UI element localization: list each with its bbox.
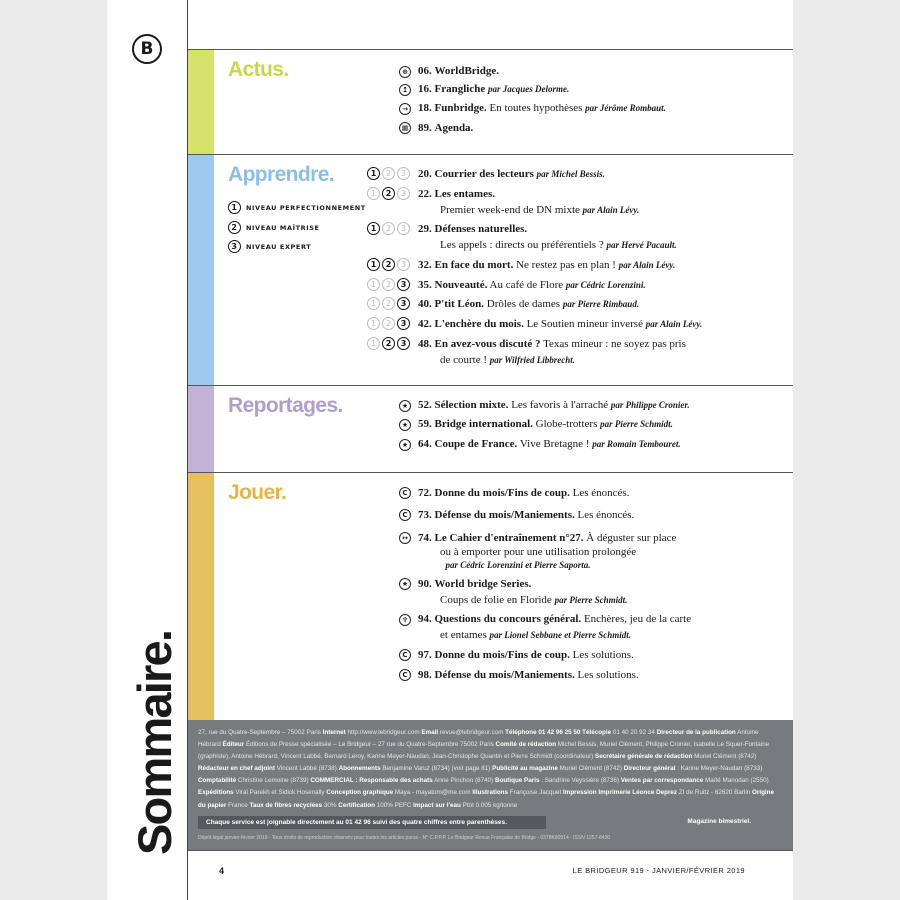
actus-color-band bbox=[188, 50, 214, 154]
level-legend-2: 2 NIVEAU MAÎTRISE bbox=[228, 221, 320, 234]
star-icon: ★ bbox=[399, 578, 411, 590]
issue-label: LE BRIDGEUR 919 - JANVIER/FÉVRIER 2019 bbox=[572, 866, 745, 875]
section-title-actus: Actus. bbox=[228, 58, 289, 81]
service-phone-note: Chaque service est joignable directement au 01 42 96 suivi des quatre chiffres entre parenthèses. bbox=[198, 816, 546, 829]
section-title-reportages: Reportages. bbox=[228, 394, 343, 417]
level-indicator: 1 2 3 bbox=[367, 337, 410, 350]
top-strip bbox=[188, 0, 793, 49]
reportages-color-band bbox=[188, 386, 214, 472]
c-icon: C bbox=[399, 487, 411, 499]
c-icon: C bbox=[399, 649, 411, 661]
apprendre-color-band bbox=[188, 155, 214, 385]
toc-entry[interactable]: 22. Les entames. Premier week-end de DN mixte par Alain Lévy. bbox=[418, 188, 640, 216]
toc-entry[interactable]: 64. Coupe de France. Vive Bretagne ! par Romain Tembouret. bbox=[418, 438, 681, 450]
periodicity-note: Magazine bimestriel. bbox=[687, 818, 751, 825]
toc-entry[interactable]: 90. World bridge Series. Coups de folie en Floride par Pierre Schmidt. bbox=[418, 578, 628, 606]
toc-entry[interactable]: 73. Défense du mois/Maniements. Les énoncés. bbox=[418, 509, 635, 521]
level-indicator: 1 2 3 bbox=[367, 297, 410, 310]
toc-entry[interactable]: 40. P'tit Léon. Drôles de dames par Pierre Rimbaud. bbox=[418, 298, 640, 310]
trophy-icon: ♆ bbox=[399, 614, 411, 626]
section-jouer bbox=[188, 472, 793, 720]
toc-entry[interactable]: 20. Courrier des lecteurs par Michel Bessis. bbox=[418, 168, 605, 180]
c-icon: C bbox=[399, 509, 411, 521]
level-indicator: 1 2 3 bbox=[367, 222, 410, 235]
toc-entry[interactable]: 72. Donne du mois/Fins de coup. Les énoncés. bbox=[418, 487, 630, 499]
toc-entry[interactable]: 89. Agenda. bbox=[418, 122, 474, 134]
toc-entry[interactable]: 52. Sélection mixte. Les favoris à l'arraché par Philippe Cronier. bbox=[418, 399, 690, 411]
bridgeur-logo: B bbox=[132, 34, 162, 64]
c-icon: C bbox=[399, 669, 411, 681]
section-title-jouer: Jouer. bbox=[228, 481, 287, 504]
level-indicator: 1 2 3 bbox=[367, 167, 410, 180]
credits-box bbox=[188, 720, 793, 850]
toc-entry[interactable]: 59. Bridge international. Globe-trotters par Pierre Schmidt. bbox=[418, 418, 673, 430]
level-legend-3: 3 NIVEAU EXPERT bbox=[228, 240, 311, 253]
section-actus bbox=[188, 49, 793, 154]
level-indicator: 1 2 3 bbox=[367, 258, 410, 271]
star-icon: ★ bbox=[399, 419, 411, 431]
toc-entry[interactable]: 48. En avez-vous discuté ? Texas mineur : ne soyez pas pris de courte ! par Wilfried Libbrecht. bbox=[418, 338, 686, 366]
toc-entry[interactable]: 32. En face du mort. Ne restez pas en plan ! par Alain Lévy. bbox=[418, 259, 676, 271]
toc-entry[interactable]: 06. WorldBridge. bbox=[418, 65, 499, 77]
toc-entry[interactable]: 18. Funbridge. En toutes hypothèses par Jérôme Rombaut. bbox=[418, 102, 666, 114]
footer-rule bbox=[188, 850, 793, 851]
jouer-color-band bbox=[188, 473, 214, 720]
star-icon: ★ bbox=[399, 439, 411, 451]
section-reportages bbox=[188, 385, 793, 472]
star-icon: ★ bbox=[399, 400, 411, 412]
fun-arrow-icon: → bbox=[399, 103, 411, 115]
page-title: Sommaire. bbox=[128, 630, 181, 855]
globe-icon: ⊕ bbox=[399, 66, 411, 78]
toc-entry[interactable]: 35. Nouveauté. Au café de Flore par Cédric Lorenzini. bbox=[418, 279, 646, 291]
section-apprendre bbox=[188, 154, 793, 385]
level-indicator: 1 2 3 bbox=[367, 187, 410, 200]
toc-entry[interactable]: 94. Questions du concours général. Enchères, jeu de la carte et entames par Lionel Sebbane et Pierre Schmidt. bbox=[418, 613, 692, 641]
level-legend-1: 1 NIVEAU PERFECTIONNEMENT bbox=[228, 201, 366, 214]
level-indicator: 1 2 3 bbox=[367, 317, 410, 330]
section-title-apprendre: Apprendre. bbox=[228, 163, 335, 186]
workbook-icon: ↔ bbox=[399, 532, 411, 544]
toc-entry[interactable]: 74. Le Cahier d'entraînement n°27. À déguster sur place ou à emporter pour une utilisation prolongée par Cédric Lorenzini et Pierre Saporta. bbox=[418, 532, 677, 570]
toc-entry[interactable]: 97. Donne du mois/Fins de coup. Les solutions. bbox=[418, 649, 634, 661]
toc-entry[interactable]: 98. Défense du mois/Maniements. Les solutions. bbox=[418, 669, 639, 681]
level-indicator: 1 2 3 bbox=[367, 278, 410, 291]
toc-entry[interactable]: 29. Défenses naturelles. Les appels : directs ou préférentiels ? par Hervé Pacault. bbox=[418, 223, 677, 251]
franglais-icon: ↥ bbox=[399, 84, 411, 96]
toc-entry[interactable]: 16. Frangliche par Jacques Delorme. bbox=[418, 83, 570, 95]
toc-entry[interactable]: 42. L'enchère du mois. Le Soutien mineur inversé par Alain Lévy. bbox=[418, 318, 703, 330]
magazine-page bbox=[107, 0, 793, 900]
credits-text: 27, rue du Quatre-Septembre – 75002 Paris Internet http://www.lebridgeur.com Email revue@lebridgeur.com Téléphone 01 42 96 25 50 Télécopie 01 40 20 92 34 Directeur de la publication Antoine Hébrard Éditeur Éditions de Presse spécialisée – Le Bridgeur – 27 rue du Quatre-Septembre 75002 Paris Comité de rédaction Michel Bessis, Muriel Clément, Philippe Cronier, Isabelle Le Squer-Fontaine (graphiste), Antoine Hébrard, Vincent Labbé, Bernard Leroy, Karine Meyer-Naudan, Jean-Christophe Quantin et Pierre Schmidt (coordinateur) Secrétaire générale de rédaction Muriel Clément (8742) Rédacteur en chef adjoint Vincent Labbé (8738) Abonnements Benjamine Varuz (8734) (voir page 81) Publicité au magazine Muriel Clément (8742) Directeur général : Karine Meyer-Naudan (8733) Comptabilité Christine Lemoine (8739) COMMERCIAL : Responsable des achats Anne Pinchon (8740) Boutique Paris : Sandrine Veyssière (8736) Ventes par correspondance Maïté Manodan (2550) Expéditions Viral Parekh et Sidick Hosenally Conception graphique Maya - mayatom@me.com Illustrations Françoise Jacquet Impression Imprimerie Léonce Deprez ZI de Ruitz - 62620 Barlin Origine du papier France Taux de fibres recyclées 30% Certification 100% PEFC Impact sur l'eau Ptot 0.005 kg/tonne bbox=[198, 729, 775, 809]
legal-notice: Dépôt légal janvier-février 2019 - Tous droits de reproduction réservés pour toutes les articles parus - N° C.P.P.P. Le Bridgeur Revue Française de Bridge - 0378K80914 - ISSN 1257-8430 bbox=[198, 835, 611, 841]
page-number: 4 bbox=[219, 866, 225, 876]
calendar-icon: ▦ bbox=[399, 122, 411, 134]
